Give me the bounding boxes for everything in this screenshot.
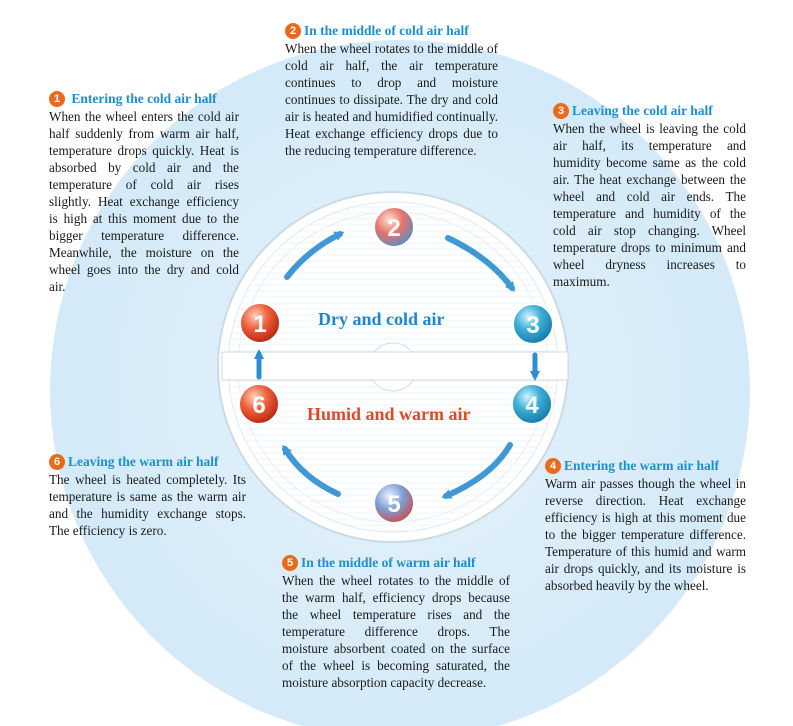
- step-6-text: The wheel is heated completely. Its temperature is same as the warm air and the humidity exchange stops. The efficiency is zero.: [49, 471, 246, 538]
- svg-text:5: 5: [387, 491, 401, 518]
- step-2-badge: 2: [285, 23, 301, 39]
- step-1-block: [49, 90, 239, 295]
- step-6-block: [49, 453, 246, 539]
- step-4-badge: 4: [545, 458, 561, 474]
- svg-text:3: 3: [526, 312, 540, 339]
- step-1-text: When the wheel enters the cold air half suddenly from warm air half, temperature drops quickly. Heat is absorbed by cold air and the temperature of cold air rises slightly. Heat exchange efficiency is high at this moment due to the bigger temperature difference. Meanwhile, the moisture on the wheel goes into the dry and cold air.: [49, 108, 239, 294]
- wheel-divider: [222, 352, 568, 380]
- step-4-title: Entering the warm air half: [564, 458, 719, 473]
- step-1-badge: 1: [49, 91, 65, 107]
- step-4-heading: [545, 457, 746, 475]
- step-2-block: [285, 22, 498, 159]
- step-1-title: Entering the cold air half: [71, 91, 217, 106]
- step-3-badge: 3: [553, 103, 569, 119]
- step-5-heading: [282, 554, 510, 572]
- step-4-block: [545, 457, 746, 594]
- stage-ball-1: [240, 303, 280, 343]
- step-5-block: [282, 554, 510, 691]
- stage-ball-3: [513, 304, 553, 344]
- step-3-heading: [553, 102, 746, 120]
- step-6-heading: [49, 453, 246, 471]
- svg-text:6: 6: [252, 392, 266, 419]
- step-2-title: In the middle of cold air half: [304, 23, 469, 38]
- svg-text:2: 2: [387, 215, 401, 242]
- step-5-badge: 5: [282, 555, 298, 571]
- stage-ball-2: [374, 207, 414, 247]
- step-5-text: When the wheel rotates to the middle of the warm half, efficiency drops because the wheel temperature rises and the temperature difference drops. The moisture absorbent coated on the surface of the wheel is becoming saturated, the moisture absorption capacity decrease.: [282, 572, 510, 690]
- step-2-heading: [285, 22, 498, 40]
- stage-ball-4: [512, 384, 552, 424]
- warm-air-zone-label: Humid and warm air: [307, 404, 471, 424]
- step-3-block: [553, 102, 746, 290]
- step-6-title: Leaving the warm air half: [68, 454, 219, 469]
- cold-air-zone-label: Dry and cold air: [318, 309, 445, 329]
- step-1-heading: [49, 90, 239, 108]
- svg-text:4: 4: [525, 392, 539, 419]
- step-2-text: When the wheel rotates to the middle of cold air half, the air temperature continues to drop and moisture continues to dissipate. The dry and cold air is heated and humidified continually. Heat exchange efficiency drops due to the reducing temperature difference.: [285, 40, 498, 158]
- step-6-badge: 6: [49, 454, 65, 470]
- step-4-text: Warm air passes though the wheel in reverse direction. Heat exchange efficiency is high at this moment due to the bigger temperature difference. Temperature of this humid and warm air drops quickly, and its moisture is absorbed heavily by the wheel.: [545, 475, 746, 593]
- step-3-text: When the wheel is leaving the cold air half, its temperature and humidity become same as the cold air. The heat exchange between the wheel and cold air ends. The temperature and humidity of the cold air stop changing. Wheel temperature drops to minimum and wheel dryness increases to maximum.: [553, 120, 746, 289]
- stage-ball-6: [239, 384, 279, 424]
- svg-text:1: 1: [253, 311, 267, 338]
- step-5-title: In the middle of warm air half: [301, 555, 476, 570]
- stage-ball-5: [374, 483, 414, 523]
- step-3-title: Leaving the cold air half: [572, 103, 713, 118]
